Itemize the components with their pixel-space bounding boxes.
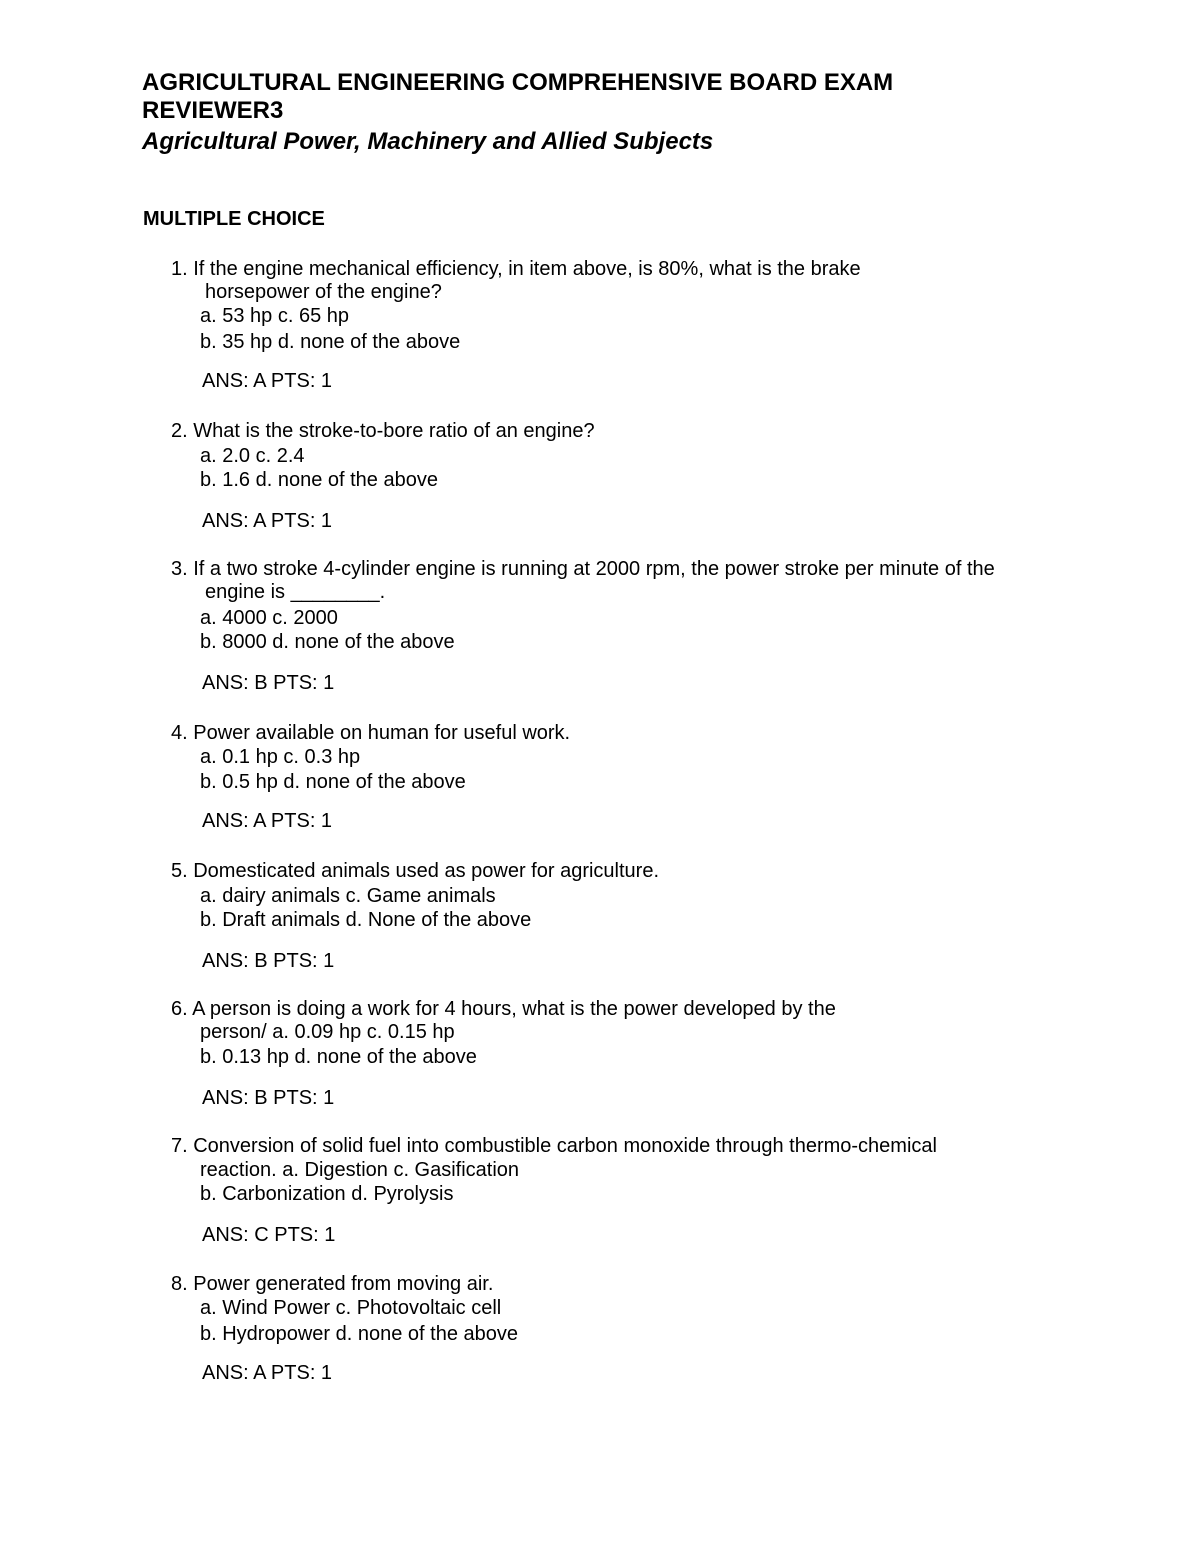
document-title-line1: AGRICULTURAL ENGINEERING COMPREHENSIVE BOARD EXAM xyxy=(142,69,894,96)
choices-a-c: a. Wind Power c. Photovoltaic cell xyxy=(200,1297,502,1319)
question-stem: 4. Power available on human for useful work. xyxy=(171,722,571,744)
choices-a-c: a. dairy animals c. Game animals xyxy=(200,885,496,907)
question-stem: 6. A person is doing a work for 4 hours, what is the power developed by the xyxy=(171,998,836,1020)
answer-line: ANS: A PTS: 1 xyxy=(202,810,333,832)
document-title-line2: REVIEWER3 xyxy=(142,97,284,124)
answer-line: ANS: A PTS: 1 xyxy=(202,370,333,392)
question-stem: 2. What is the stroke-to-bore ratio of an engine? xyxy=(171,420,595,442)
answer-line: ANS: A PTS: 1 xyxy=(202,510,333,532)
answer-line: ANS: A PTS: 1 xyxy=(202,1362,333,1384)
choices-a-c: a. 0.1 hp c. 0.3 hp xyxy=(200,746,361,768)
answer-line: ANS: B PTS: 1 xyxy=(202,672,335,694)
question-stem-continued: horsepower of the engine? xyxy=(205,281,442,303)
question-stem-continued: reaction. a. Digestion c. Gasification xyxy=(200,1159,520,1181)
question-stem: 7. Conversion of solid fuel into combustible carbon monoxide through thermo-chemical xyxy=(171,1135,937,1157)
answer-line: ANS: B PTS: 1 xyxy=(202,1087,335,1109)
choices-b-d: b. Draft animals d. None of the above xyxy=(200,909,532,931)
question-stem-continued: engine is ________. xyxy=(205,581,386,603)
choices-a-c: a. 2.0 c. 2.4 xyxy=(200,445,305,467)
answer-line: ANS: C PTS: 1 xyxy=(202,1224,336,1246)
choices-b-d: b. 0.13 hp d. none of the above xyxy=(200,1046,477,1068)
question-stem: 8. Power generated from moving air. xyxy=(171,1273,494,1295)
answer-line: ANS: B PTS: 1 xyxy=(202,950,335,972)
question-stem-continued: person/ a. 0.09 hp c. 0.15 hp xyxy=(200,1021,455,1043)
question-stem: 3. If a two stroke 4-cylinder engine is running at 2000 rpm, the power stroke per minute of the xyxy=(171,558,995,580)
choices-b-d: b. 1.6 d. none of the above xyxy=(200,469,438,491)
document-subtitle: Agricultural Power, Machinery and Allied Subjects xyxy=(142,128,714,155)
question-stem: 5. Domesticated animals used as power for agriculture. xyxy=(171,860,660,882)
choices-b-d: b. 8000 d. none of the above xyxy=(200,631,455,653)
choices-b-d: b. 0.5 hp d. none of the above xyxy=(200,771,466,793)
question-stem: 1. If the engine mechanical efficiency, in item above, is 80%, what is the brake xyxy=(171,258,861,280)
choices-b-d: b. 35 hp d. none of the above xyxy=(200,331,461,353)
choices-b-d: b. Hydropower d. none of the above xyxy=(200,1323,518,1345)
section-heading: MULTIPLE CHOICE xyxy=(143,208,325,230)
choices-a-c: a. 53 hp c. 65 hp xyxy=(200,305,350,327)
choices-a-c: a. 4000 c. 2000 xyxy=(200,607,338,629)
choices-b-d: b. Carbonization d. Pyrolysis xyxy=(200,1183,454,1205)
